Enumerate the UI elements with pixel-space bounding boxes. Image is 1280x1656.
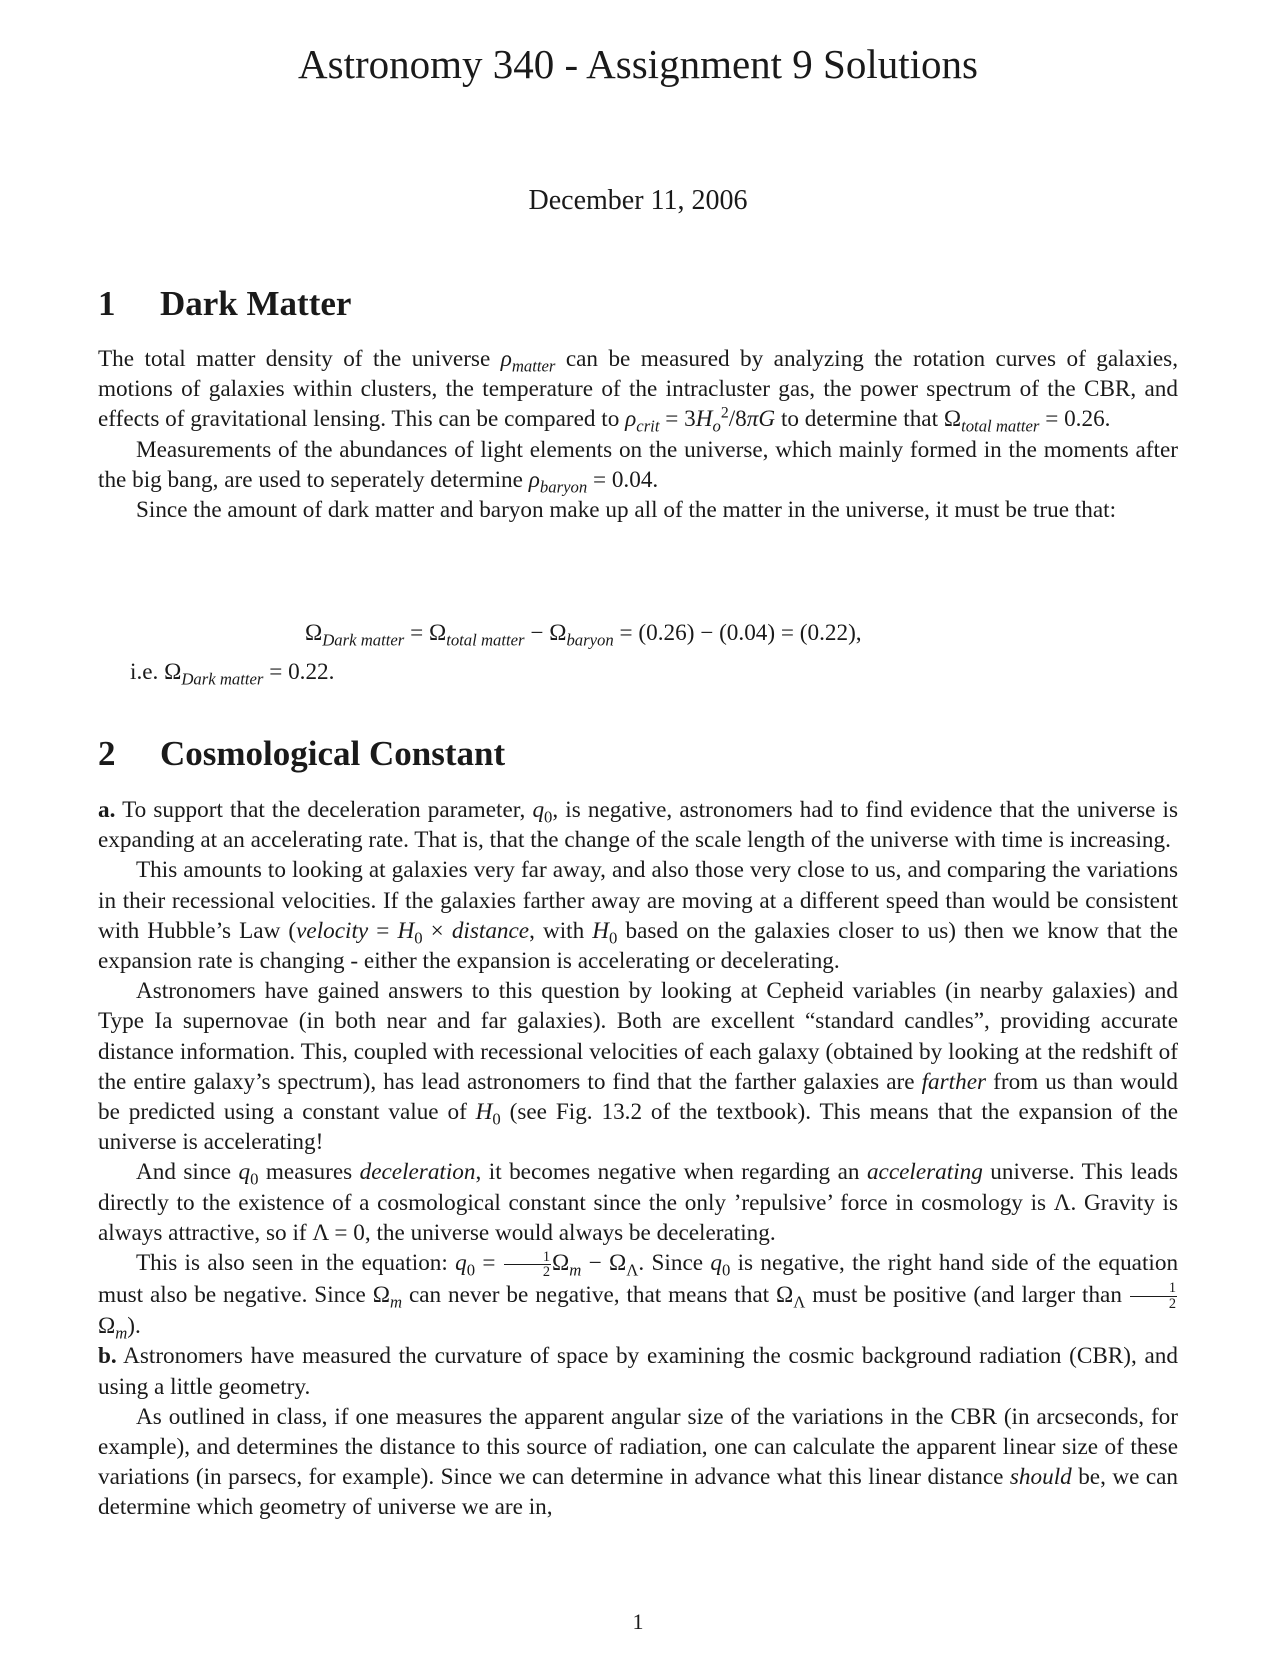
paragraph: This is also seen in the equation: $q_0$ = $\frac{1}{2}$ $\Omega_m - \Omega_\Lambda$. Since $q_0$ is negative, the right hand side of the equation must also be negative. Since $\Omega_m$ can never be negative, that means that $\Omega_\Lambda$ must be positive (and larger than $\frac{1}{2}$ $\Omega_m$). [98,1248,1179,1343]
fraction-one-half: $\frac{1}{2}$ [1130,1281,1177,1311]
equation-dark-matter: $\Omega_{Dark matter} = \Omega_{total matter} - \Omega_{baryon} = (0.26) - (0.04) = (0.22)$, [305,620,862,650]
paragraph: The total matter density of the universe $\rho_{matter}$ can be measured by analyzing the rotation curves of galaxies, motions of galaxies within clusters, the temperature of the intracluster gas, the power spectrum of the CBR, and effects of gravitational lensing. This can be compared to $\rho_{crit} = 3H_o^2/8\pi G$ to determine that $\Omega_{total matter} = 0.26$. [98,346,1178,437]
section-number: 2 [98,734,116,773]
document-date: December 11, 2006 [528,185,748,216]
section-body-cosmological-constant [98,795,1178,1523]
paragraph: Astronomers have gained answers to this question by looking at Cepheid variables (in nearby galaxies) and Type Ia supernovae (in both near and far galaxies). Both are excellent “standard candles”, providing accurate distance information. This, coupled with recessional velocities of each galaxy (obtained by looking at the redshift of the entire galaxy’s spectrum), has lead astronomers to find that the farther galaxies are farther from us than would be predicted using a constant value of $H_0$ (see Fig. 13.2 of the textbook). This means that the expansion of the universe is accelerating! [98,978,1178,1156]
paragraph: Since the amount of dark matter and baryon make up all of the matter in the universe, it must be true that: [136,497,1117,524]
paragraph: And since $q_0$ measures deceleration, it becomes negative when regarding an accelerating universe. This leads directly to the existence of a cosmological constant since the only ’repulsive’ force in cosmology is Λ. Gravity is always attractive, so if Λ = 0, the universe would always be decelerating. [98,1159,1179,1246]
fraction-one-half: $\frac{1}{2}$ [504,1250,551,1280]
paragraph-part-b: b. Astronomers have measured the curvature of space by examining the cosmic background radiation (CBR), and using a little geometry. [98,1343,1178,1400]
page-number: 1 [632,1609,644,1634]
paragraph-part-a: a. To support that the deceleration parameter, $q_0$, is negative, astronomers had to find evidence that the universe is expanding at an accelerating rate. That is, that the change of the scale length of the universe with time is increasing. [98,797,1179,854]
document-title: Astronomy 340 - Assignment 9 Solutions [298,41,978,87]
paragraph: Measurements of the abundances of light elements on the universe, which mainly formed in the moments after the big bang, are used to seperately determine $\rho_{baryon} = 0.04$. [98,436,1178,497]
paragraph: As outlined in class, if one measures the apparent angular size of the variations in the CBR (in arcseconds, for example), and determines the distance to this source of radiation, one can calculate the apparent linear size of these variations (in parsecs, for example). Since we can determine in advance what this linear distance should be, we can determine which geometry of universe we are in, [98,1403,1178,1521]
section-number: 1 [98,284,116,323]
section-heading-cosmological-constant [98,732,505,776]
section-heading-dark-matter [98,282,351,326]
section-title: Cosmological Constant [160,734,506,773]
section-title: Dark Matter [160,284,352,323]
paragraph: This amounts to looking at galaxies very far away, and also those very close to us, and comparing the variations in their recessional velocities. If the galaxies farther away are moving at a different speed than would be consistent with Hubble’s Law (velocity = $H_0$ × distance, with $H_0$ based on the galaxies closer to us) then we know that the expansion rate is changing - either the expansion is accelerating or decelerating. [98,857,1179,975]
section-body-dark-matter [98,344,1178,525]
equation-result: i.e. $\Omega_{Dark matter} = 0.22$. [130,659,335,689]
document-page [98,0,1178,1656]
